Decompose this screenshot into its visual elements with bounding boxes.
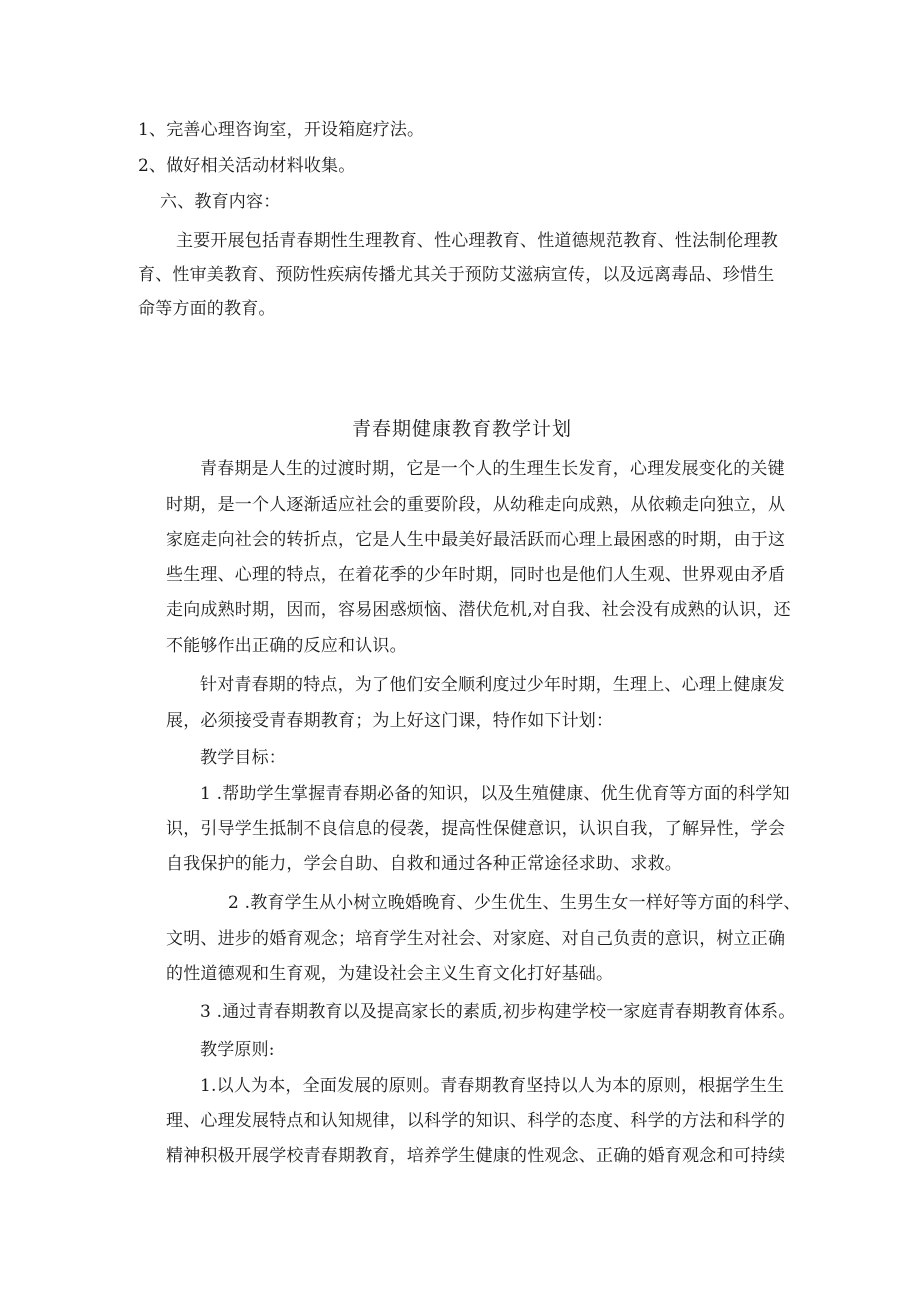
goal1-line-2: 识，引导学生抵制不良信息的侵袭，提高性保健意识，认识自我，了解异性，学会 [166, 819, 786, 839]
purpose-line-2: 展，必须接受青春期教育；为上好这门课，特作如下计划： [166, 711, 614, 731]
goal1-line-1: 1 .帮助学生掌握青春期必备的知识，以及生殖健康、优生优育等方面的科学知 [200, 784, 790, 804]
content-line-2: 育、性审美教育、预防性疾病传播尤其关于预防艾滋病宣传，以及远离毒品、珍惜生 [138, 265, 775, 285]
goals-heading: 教学目标： [200, 748, 286, 768]
goal2-line-1: 2 .教育学生从小树立晚婚晚育、少生优生、生男生女一样好等方面的科学、 [228, 893, 801, 913]
intro-line-1: 青春期是人生的过渡时期，它是一个人的生理生长发育，心理发展变化的关键 [200, 459, 785, 479]
principle1-line-2: 理、心理发展特点和认知规律，以科学的知识、科学的态度、科学的方法和科学的 [166, 1111, 786, 1131]
content-line-3: 命等方面的教育。 [138, 299, 276, 319]
section-heading-six: 六、教育内容： [160, 192, 281, 212]
principle1-line-3: 精神积极开展学校青春期教育，培养学生健康的性观念、正确的婚育观念和可持续 [166, 1146, 786, 1166]
list-item-2: 2、做好相关活动材料收集。 [138, 156, 356, 176]
list-item-1: 1、完善心理咨询室，开设箱庭疗法。 [138, 120, 425, 140]
intro-line-2: 时期，是一个人逐渐适应社会的重要阶段，从幼稚走向成熟，从依赖走向独立，从 [166, 495, 786, 515]
goal2-line-2: 文明、进步的婚育观念；培育学生对社会、对家庭、对自己负责的意识，树立正确 [166, 929, 786, 949]
goal1-line-3: 自我保护的能力，学会自助、自救和通过各种正常途径求助、求救。 [166, 854, 682, 874]
intro-line-5: 走向成熟时期，因而，容易困惑烦恼、潜伏危机,对自我、社会没有成熟的认识，还 [166, 600, 791, 620]
intro-line-4: 些生理、心理的特点，在着花季的少年时期，同时也是他们人生观、世界观由矛盾 [166, 565, 786, 585]
page-title: 青春期健康教育教学计划 [352, 418, 573, 440]
content-line-1: 主要开展包括青春期性生理教育、性心理教育、性道德规范教育、性法制伦理教 [176, 231, 778, 251]
goal2-line-3: 的性道德观和生育观，为建设社会主义生育文化打好基础。 [166, 964, 614, 984]
intro-line-3: 家庭走向社会的转折点，它是人生中最美好最活跃而心理上最困惑的时期，由于这 [166, 530, 786, 550]
principles-heading: 教学原则: [200, 1040, 275, 1060]
intro-line-6: 不能够作出正确的反应和认识。 [166, 636, 407, 656]
goal3-line: 3 .通过青春期教育以及提高家长的素质,初步构建学校一家庭青春期教育体系。 [200, 1002, 796, 1022]
purpose-line-1: 针对青春期的特点，为了他们安全顺利度过少年时期，生理上、心理上健康发 [200, 675, 785, 695]
principle1-line-1: 1.以人为本，全面发展的原则。青春期教育坚持以人为本的原则，根据学生生 [200, 1076, 785, 1096]
